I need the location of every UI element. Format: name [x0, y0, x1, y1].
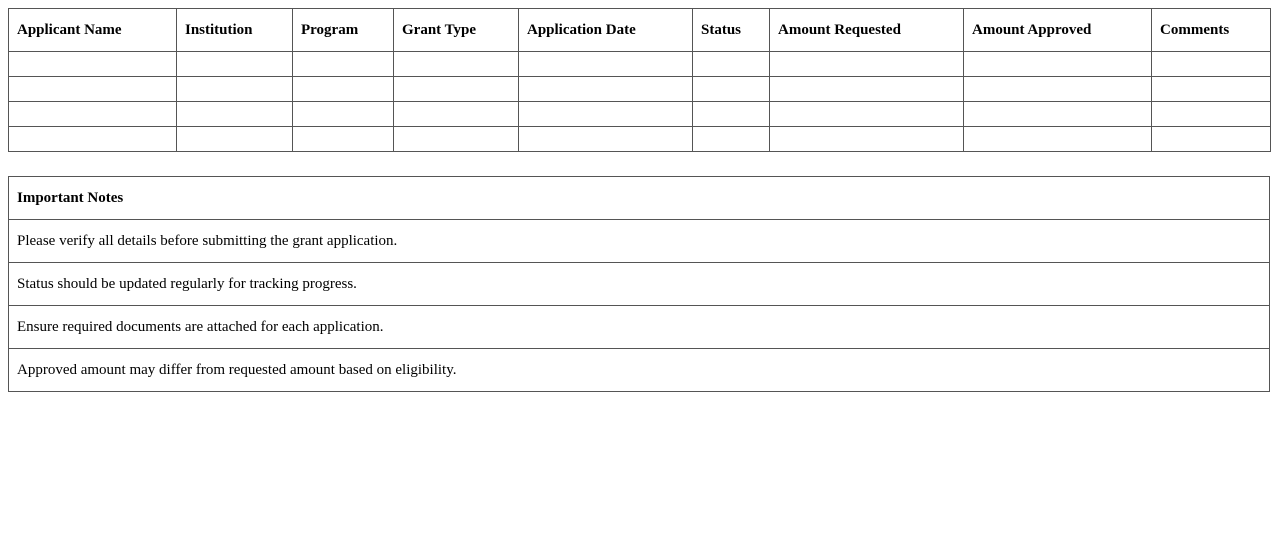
header-applicant-name: Applicant Name	[9, 9, 177, 52]
table-cell[interactable]	[964, 102, 1152, 127]
table-cell[interactable]	[770, 102, 964, 127]
table-cell[interactable]	[9, 127, 177, 152]
table-cell[interactable]	[394, 77, 519, 102]
table-cell[interactable]	[293, 52, 394, 77]
header-comments: Comments	[1152, 9, 1271, 52]
header-row	[9, 9, 1271, 52]
table-cell[interactable]	[519, 77, 693, 102]
header-application-date: Application Date	[519, 9, 693, 52]
table-row	[9, 77, 1271, 102]
table-row	[9, 52, 1271, 77]
table-cell[interactable]	[1152, 77, 1271, 102]
table-cell[interactable]	[519, 102, 693, 127]
header-institution: Institution	[177, 9, 293, 52]
table-cell[interactable]	[177, 102, 293, 127]
grant-applications-table	[8, 8, 1271, 152]
table-cell[interactable]	[519, 127, 693, 152]
table-cell[interactable]	[693, 127, 770, 152]
table-cell[interactable]	[770, 127, 964, 152]
table-cell[interactable]	[519, 52, 693, 77]
header-amount-requested: Amount Requested	[770, 9, 964, 52]
table-cell[interactable]	[964, 77, 1152, 102]
note-item: Status should be updated regularly for tracking progress.	[9, 263, 1270, 306]
table-cell[interactable]	[693, 102, 770, 127]
table-cell[interactable]	[770, 52, 964, 77]
table-cell[interactable]	[693, 52, 770, 77]
table-cell[interactable]	[964, 127, 1152, 152]
table-cell[interactable]	[177, 52, 293, 77]
table-cell[interactable]	[394, 52, 519, 77]
table-cell[interactable]	[9, 102, 177, 127]
table-cell[interactable]	[177, 77, 293, 102]
table-row	[9, 127, 1271, 152]
table-row	[9, 102, 1271, 127]
table-cell[interactable]	[9, 77, 177, 102]
table-cell[interactable]	[770, 77, 964, 102]
table-cell[interactable]	[293, 102, 394, 127]
note-item: Ensure required documents are attached for each application.	[9, 306, 1270, 349]
table-cell[interactable]	[293, 77, 394, 102]
table-cell[interactable]	[1152, 52, 1271, 77]
table-cell[interactable]	[394, 127, 519, 152]
table-cell[interactable]	[293, 127, 394, 152]
table-cell[interactable]	[394, 102, 519, 127]
note-item: Please verify all details before submitting the grant application.	[9, 220, 1270, 263]
important-notes-table	[8, 176, 1270, 392]
table-cell[interactable]	[693, 77, 770, 102]
header-status: Status	[693, 9, 770, 52]
note-item: Approved amount may differ from requested amount based on eligibility.	[9, 349, 1270, 392]
header-amount-approved: Amount Approved	[964, 9, 1152, 52]
table-cell[interactable]	[177, 127, 293, 152]
table-cell[interactable]	[1152, 102, 1271, 127]
notes-title: Important Notes	[9, 177, 1270, 220]
table-cell[interactable]	[964, 52, 1152, 77]
header-program: Program	[293, 9, 394, 52]
table-cell[interactable]	[9, 52, 177, 77]
table-cell[interactable]	[1152, 127, 1271, 152]
header-grant-type: Grant Type	[394, 9, 519, 52]
